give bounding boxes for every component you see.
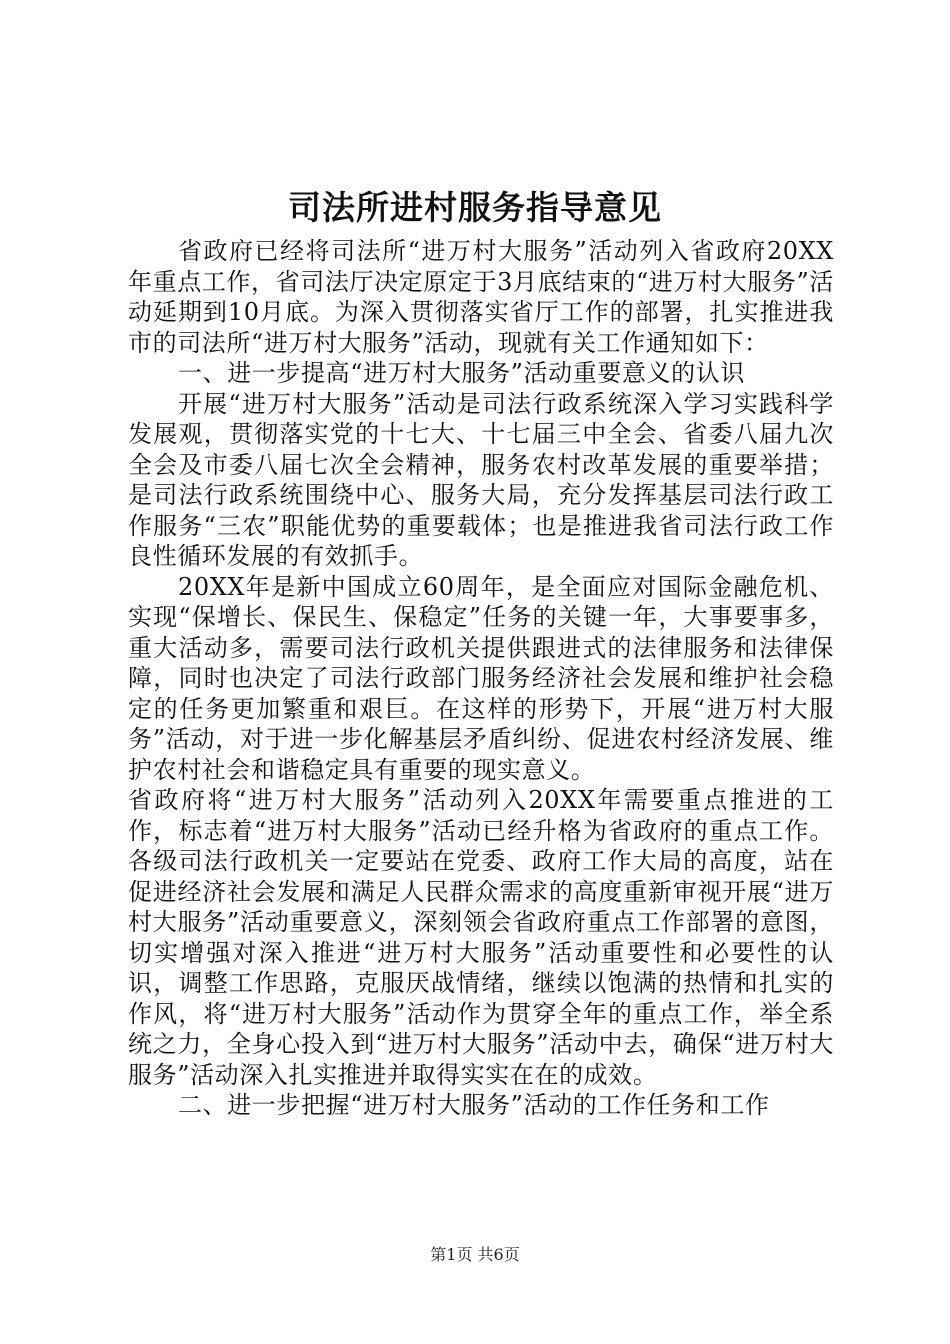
section-heading-1: 一、进一步提高“进万村大服务”活动重要意义的认识 [178,359,745,387]
document-title: 司法所进村服务指导意见 [288,188,662,227]
paragraph-intro: 省政府已经将司法所“进万村大服务”活动列入省政府20XX年重点工作，省司法厅决定原定于3月底结束的“进万村大服务”活动延期到10月底。为深入贯彻落实省厅工作的部署，扎实推进我市的司法所“进万村大服务”活动，现就有关工作通知如下： [128,237,834,357]
document-body [128,236,834,1121]
paragraph-context: 20XX年是新中国成立60周年，是全面应对国际金融危机、实现“保增长、保民生、保稳定”任务的关键一年，大事要事多，重大活动多，需要司法行政机关提供跟进式的法律服务和法律保障，同时也决定了司法行政部门服务经济社会发展和维护社会稳定的任务更加繁重和艰巨。在这样的形势下，开展“进万村大服务”活动，对于进一步化解基层矛盾纠纷、促进农村经济发展、维护农村社会和谐稳定具有重要的现实意义。 [128,572,834,784]
section-heading-2: 二、进一步把握“进万村大服务”活动的工作任务和工作 [178,1091,770,1119]
paragraph-significance: 开展“进万村大服务”活动是司法行政系统深入学习实践科学发展观，贯彻落实党的十七大、十七届三中全会、省委八届九次全会及市委八届七次全会精神，服务农村改革发展的重要举措；是司法行政系统围绕中心、服务大局，充分发挥基层司法行政工作服务“三农”职能优势的重要载体；也是推进我省司法行政工作良性循环发展的有效抓手。 [128,389,834,570]
paragraph-provincial-priority: 省政府将“进万村大服务”活动列入20XX年需要重点推进的工作，标志着“进万村大服务”活动已经升格为省政府的重点工作。各级司法行政机关一定要站在党委、政府工作大局的高度，站在促进经济社会发展和满足人民群众需求的高度重新审视开展“进万村大服务”活动重要意义，深刻领会省政府重点工作部署的意图，切实增强对深入推进“进万村大服务”活动重要性和必要性的认识，调整工作思路，克服厌战情绪，继续以饱满的热情和扎实的作风，将“进万村大服务”活动作为贯穿全年的重点工作，举全系统之力，全身心投入到“进万村大服务”活动中去，确保“进万村大服务”活动深入扎实推进并取得实实在在的成效。 [128,786,834,1089]
page-number-footer: 第1页 共6页 [430,1245,520,1264]
